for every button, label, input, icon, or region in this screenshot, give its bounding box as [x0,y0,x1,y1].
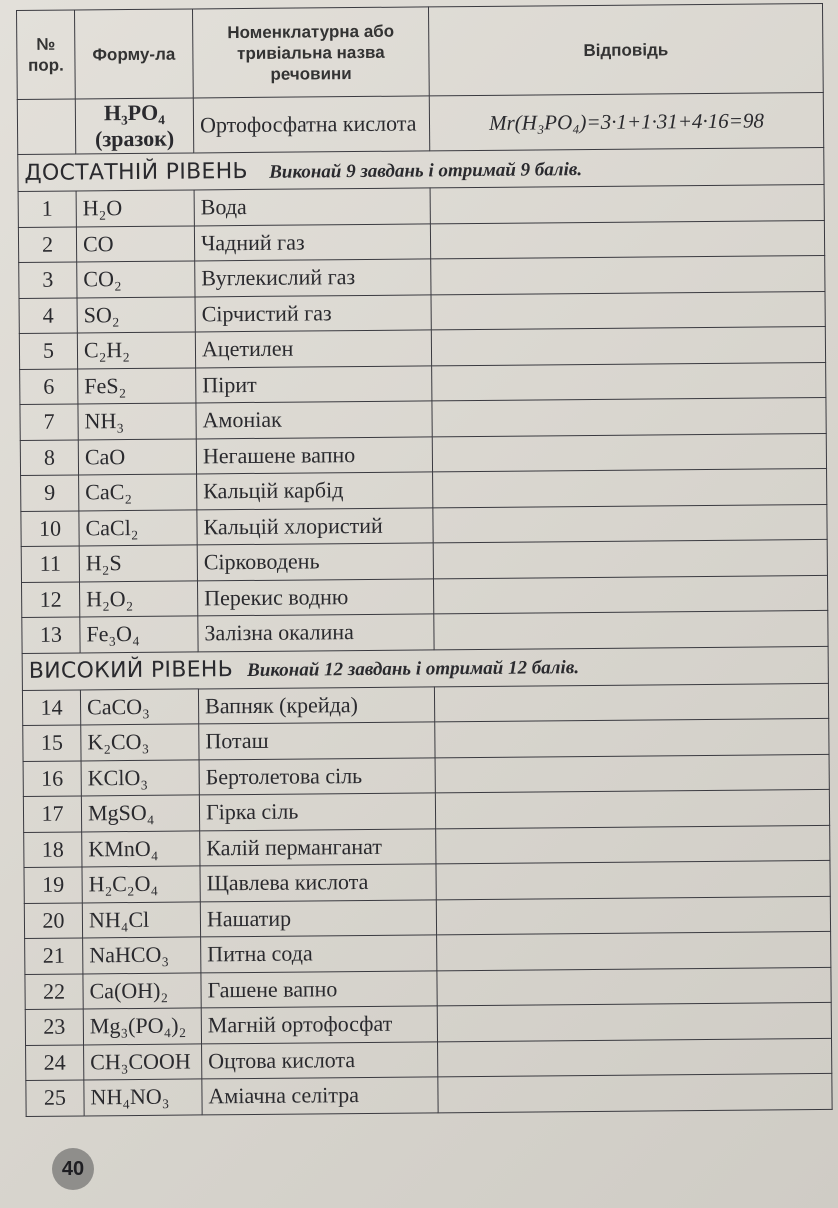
row-number: 14 [22,689,80,725]
answer-cell[interactable] [436,860,830,899]
row-substance-name: Поташ [199,722,435,760]
level-task-sufficient: Виконай 9 завдань і отримай 9 балів. [269,158,583,183]
row-number: 20 [24,902,82,938]
header-number: № пор. [17,10,76,100]
sample-number [17,99,75,155]
answer-cell[interactable] [435,718,829,757]
row-number: 3 [19,262,77,298]
answer-cell[interactable] [435,754,829,793]
row-formula: K₂CO₃ [81,724,199,761]
row-substance-name: Ацетилен [195,330,431,368]
row-number: 6 [20,368,78,404]
answer-cell[interactable] [433,468,827,507]
row-formula: CaCl₂ [79,509,197,546]
row-number: 21 [25,938,83,974]
row-formula: H₂C₂O₄ [82,866,200,903]
row-substance-name: Сірководень [197,543,433,581]
answer-cell[interactable] [438,1073,832,1112]
row-formula: CH₃COOH [84,1043,202,1080]
row-formula: NH₄NO₃ [84,1079,202,1116]
row-formula: KMnO₄ [82,830,200,867]
row-substance-name: Гірка сіль [199,793,435,831]
answer-cell[interactable] [437,931,831,970]
level-title-sufficient: ДОСТАТНІЙ РІВЕНЬ [24,158,248,186]
sample-formula-note: (зразок) [94,125,175,152]
row-number: 11 [21,546,79,582]
row-substance-name: Вапняк (крейда) [198,686,434,724]
row-formula: CO₂ [77,261,195,298]
row-number: 13 [22,617,80,653]
row-substance-name: Амоніак [196,401,432,439]
row-number: 18 [24,831,82,867]
answer-cell[interactable] [438,1038,832,1077]
row-formula: KClO₃ [81,759,199,796]
sample-row [17,92,823,154]
answer-cell[interactable] [433,539,827,578]
header-row [17,3,824,99]
row-formula: CaO [78,438,196,475]
row-formula: H₂S [79,545,197,582]
level-title-high: ВИСОКИЙ РІВЕНЬ [28,657,234,684]
row-number: 25 [26,1080,84,1116]
row-number: 8 [20,439,78,475]
row-substance-name: Сірчистий газ [195,294,431,332]
table-row [26,1073,832,1116]
row-substance-name: Кальцій хлористий [197,507,433,545]
row-formula: NH₄Cl [82,901,200,938]
row-substance-name: Чадний газ [194,223,430,261]
row-formula: CO [76,225,194,262]
sample-answer: Mr(H₃PO₄)=3·1+1·31+4·16=98 [429,92,823,150]
row-formula: Mg₃(PO₄)₂ [83,1008,201,1045]
header-name: Номенклатурна або тривіальна назва речовини [192,7,429,98]
row-number: 15 [23,725,81,761]
row-formula: NaHCO₃ [83,937,201,974]
row-substance-name: Калій перманганат [200,828,436,866]
row-number: 23 [25,1009,83,1045]
sample-formula-cell [75,98,193,154]
row-formula: C₂H₂ [77,332,195,369]
row-formula: CaCO₃ [80,688,198,725]
row-formula: H₂O₂ [79,580,197,617]
row-number: 12 [21,581,79,617]
page-number: 40 [52,1148,94,1190]
row-number: 22 [25,973,83,1009]
molar-mass-table [16,3,833,1117]
row-substance-name: Щавлева кислота [200,864,436,902]
row-number: 7 [20,404,78,440]
row-formula: Fe₃O₄ [80,616,198,653]
row-substance-name: Питна сода [201,935,437,973]
row-substance-name: Бертолетова сіль [199,757,435,795]
answer-cell[interactable] [436,825,830,864]
row-substance-name: Аміачна селітра [202,1077,438,1115]
row-number: 5 [19,333,77,369]
table-body [17,92,832,1115]
row-formula: FeS₂ [78,367,196,404]
row-formula: MgSO₄ [81,795,199,832]
row-substance-name: Вуглекислий газ [195,259,431,297]
row-number: 2 [18,226,76,262]
row-substance-name: Магній ортофосфат [201,1006,437,1044]
row-number: 17 [23,796,81,832]
row-substance-name: Залізна окалина [198,614,434,652]
row-number: 10 [21,510,79,546]
row-substance-name: Перекис водню [197,578,433,616]
sample-formula: H₃PO₄ [103,99,165,126]
row-substance-name: Кальцій карбід [197,472,433,510]
row-number: 16 [23,760,81,796]
row-formula: NH₃ [78,403,196,440]
answer-cell[interactable] [433,504,827,543]
answer-cell[interactable] [435,789,829,828]
answer-cell[interactable] [431,326,825,365]
row-substance-name: Негашене вапно [196,436,432,474]
row-substance-name: Оцтова кислота [202,1041,438,1079]
answer-cell[interactable] [431,255,825,294]
row-number: 9 [21,475,79,511]
answer-cell[interactable] [430,184,824,223]
row-number: 19 [24,867,82,903]
row-formula: CaC₂ [79,474,197,511]
row-number: 24 [26,1044,84,1080]
answer-cell[interactable] [434,610,828,649]
sample-name: Ортофосфатна кислота [193,96,429,153]
answer-cell[interactable] [431,291,825,330]
row-formula: SO₂ [77,296,195,333]
level-task-high: Виконай 12 завдань і отримай 12 балів. [247,657,580,682]
row-substance-name: Нашатир [200,899,436,937]
header-answer: Відповідь [428,3,823,95]
answer-cell[interactable] [437,967,831,1006]
row-substance-name: Гашене вапно [201,970,437,1008]
row-formula: Ca(OH)₂ [83,972,201,1009]
row-substance-name: Пірит [196,365,432,403]
answer-cell[interactable] [433,575,827,614]
row-number: 4 [19,297,77,333]
answer-cell[interactable] [432,433,826,472]
answer-cell[interactable] [430,220,824,259]
row-formula: H₂O [76,190,194,227]
row-number: 1 [18,191,76,227]
row-substance-name: Вода [194,188,430,226]
answer-cell[interactable] [432,397,826,436]
answer-cell[interactable] [432,362,826,401]
answer-cell[interactable] [437,1002,831,1041]
header-formula: Форму-ла [75,9,194,99]
answer-cell[interactable] [436,896,830,935]
answer-cell[interactable] [434,683,828,722]
